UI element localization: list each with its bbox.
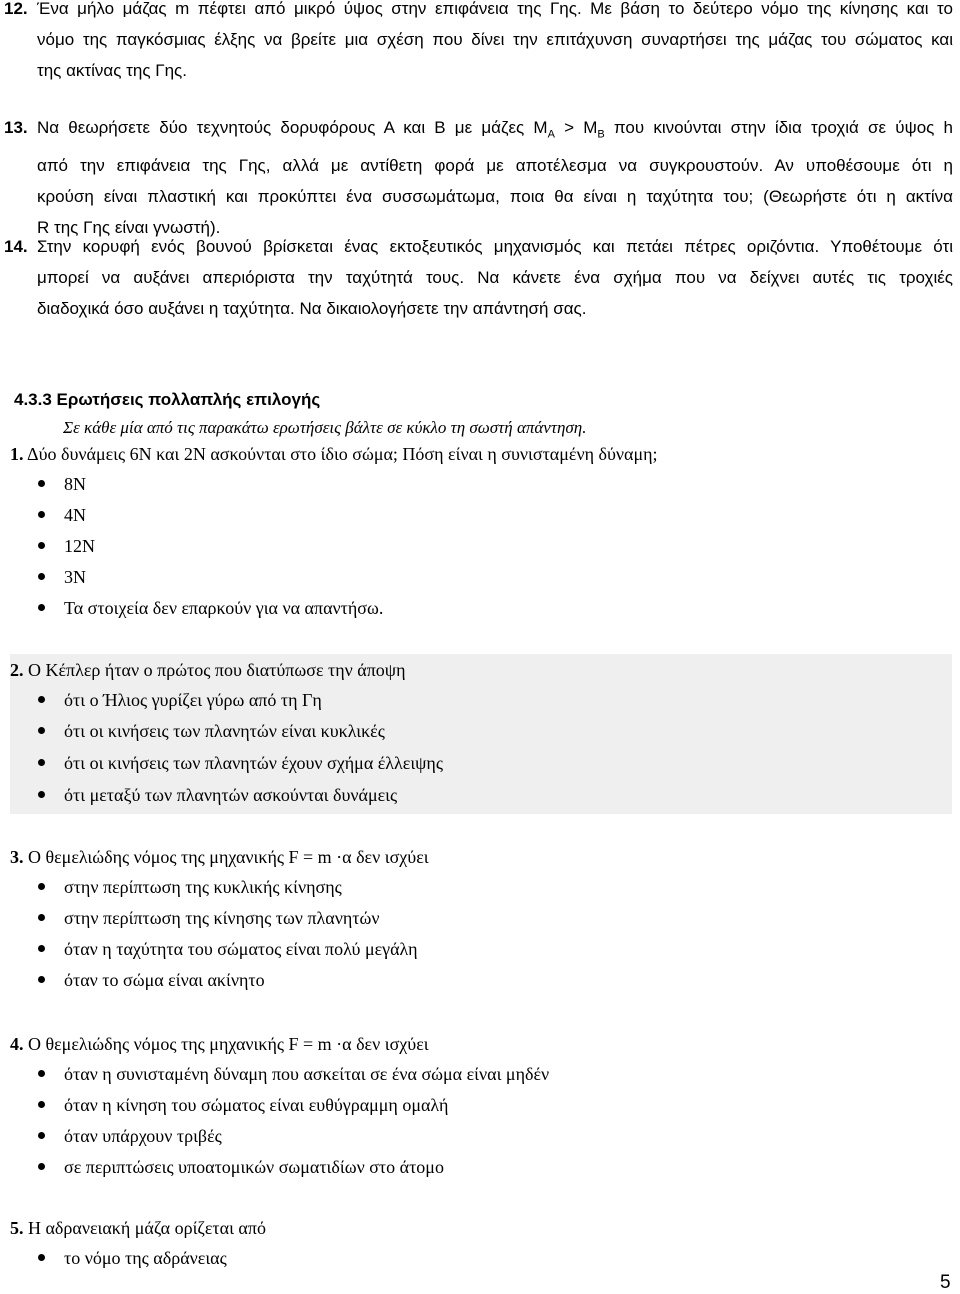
- mc-3-option: στην περίπτωση της κυκλικής κίνησης: [38, 877, 342, 898]
- bullet-icon: [38, 1163, 45, 1170]
- question-12-line: Ένα μήλο μάζας m πέφτει από μικρό ύψος στην επιφάνεια της Γης. Με βάση το δεύτερο νόμο της κίνησης και το: [37, 0, 953, 18]
- mc-question-3: 3. Ο θεμελιώδης νόμος της μηχανικής F = m ·α δεν ισχύει: [10, 847, 429, 867]
- bullet-icon: [38, 480, 45, 487]
- mc-question-5: 5. Η αδρανειακή μάζα ορίζεται από: [10, 1218, 266, 1238]
- mc-2-option: ότι οι κινήσεις των πλανητών έχουν σχήμα έλλειψης: [38, 753, 443, 774]
- question-12-line: νόμο της παγκόσμιας έλξης να βρείτε μια σχέση που δίνει την επιτάχυνση συναρτήσει της μάζας του σώματος και: [37, 30, 953, 49]
- question-13-line: από την επιφάνεια της Γης, αλλά με αντίθετη φορά με αποτέλεσμα να συγκρουστούν. Αν υποθέσουμε ότι η: [37, 156, 953, 176]
- mc-3-option: στην περίπτωση της κίνησης των πλανητών: [38, 908, 379, 929]
- section-instruction: Σε κάθε μία από τις παρακάτω ερωτήσεις βάλτε σε κύκλο τη σωστή απάντηση.: [63, 418, 587, 437]
- question-13-line: κρούση είναι πλαστική και προκύπτει ένα συσσωμάτωμα, ποια θα είναι η ταχύτητα του; (Θεωρήστε ότι η ακτίνα: [37, 187, 953, 207]
- bullet-icon: [38, 791, 45, 798]
- bullet-icon: [38, 1101, 45, 1108]
- question-12-line: της ακτίνας της Γης.: [37, 61, 187, 80]
- mc-2-option: ότι μεταξύ των πλανητών ασκούνται δυνάμεις: [38, 785, 397, 806]
- bullet-icon: [38, 696, 45, 703]
- mc-4-option: όταν η συνισταμένη δύναμη που ασκείται σε ένα σώμα είναι μηδέν: [38, 1064, 549, 1085]
- mc-4-option: όταν υπάρχουν τριβές: [38, 1126, 222, 1147]
- mc-4-option: όταν η κίνηση του σώματος είναι ευθύγραμμη ομαλή: [38, 1095, 448, 1116]
- question-12-text: [37, 0, 953, 86]
- question-14-line: Στην κορυφή ενός βουνού βρίσκεται ένας εκτοξευτικός μηχανισμός και πετάει πέτρες οριζόντια. Υποθέτουμε ότι: [37, 237, 953, 256]
- mc-question-2: 2. Ο Κέπλερ ήταν ο πρώτος που διατύπωσε την άποψη: [10, 660, 406, 680]
- mc-4-option: σε περιπτώσεις υποατομικών σωματιδίων στο άτομο: [38, 1157, 444, 1178]
- bullet-icon: [38, 1254, 45, 1261]
- bullet-icon: [38, 542, 45, 549]
- question-13-line: R της Γης είναι γνωστή).: [37, 218, 221, 238]
- question-14-text: [37, 231, 953, 324]
- question-13-text: [37, 112, 953, 243]
- bullet-icon: [38, 511, 45, 518]
- question-13-number: 13.: [4, 118, 28, 137]
- mc-1-option: Τα στοιχεία δεν επαρκούν για να απαντήσω.: [38, 598, 383, 619]
- question-14-line: διαδοχικά όσο αυξάνει η ταχύτητα. Να δικαιολογήσετε την απάντησή σας.: [37, 299, 587, 318]
- bullet-icon: [38, 604, 45, 611]
- bullet-icon: [38, 759, 45, 766]
- bullet-icon: [38, 976, 45, 983]
- bullet-icon: [38, 573, 45, 580]
- mc-question-1: 1. Δύο δυνάμεις 6Ν και 2Ν ασκούνται στο ίδιο σώμα; Πόση είναι η συνισταμένη δύναμη;: [10, 444, 658, 464]
- mc-2-option: ότι ο Ήλιος γυρίζει γύρω από τη Γη: [38, 690, 322, 711]
- question-13-line: Να θεωρήσετε δύο τεχνητούς δορυφόρους Α και Β με μάζες $M_A > M_B$ που κινούνται στην ίδια τροχιά σε ύψος h: [37, 118, 953, 141]
- mc-3-option: όταν το σώμα είναι ακίνητο: [38, 970, 265, 991]
- mc-2-option: ότι οι κινήσεις των πλανητών είναι κυκλικές: [38, 721, 385, 742]
- mc-3-option: όταν η ταχύτητα του σώματος είναι πολύ μεγάλη: [38, 939, 418, 960]
- mc-1-option: 3N: [38, 567, 86, 588]
- mc-5-option: το νόμο της αδράνειας: [38, 1248, 227, 1269]
- section-heading: 4.3.3 Ερωτήσεις πολλαπλής επιλογής: [14, 390, 321, 409]
- bullet-icon: [38, 1132, 45, 1139]
- page-number: 5: [940, 1272, 951, 1293]
- question-14-line: μπορεί να αυξάνει απεριόριστα την ταχύτητά τους. Να κάνετε ένα σχήμα που να δείχνει αυτές τις τροχιές: [37, 268, 953, 287]
- mc-question-4: 4. Ο θεμελιώδης νόμος της μηχανικής F = m ·α δεν ισχύει: [10, 1034, 429, 1054]
- mc-1-option: 8N: [38, 474, 86, 495]
- bullet-icon: [38, 914, 45, 921]
- question-12-number: 12.: [4, 0, 28, 18]
- mc-1-option: 4N: [38, 505, 86, 526]
- mc-1-option: 12N: [38, 536, 95, 557]
- question-14-number: 14.: [4, 237, 28, 256]
- bullet-icon: [38, 1070, 45, 1077]
- bullet-icon: [38, 727, 45, 734]
- bullet-icon: [38, 945, 45, 952]
- bullet-icon: [38, 883, 45, 890]
